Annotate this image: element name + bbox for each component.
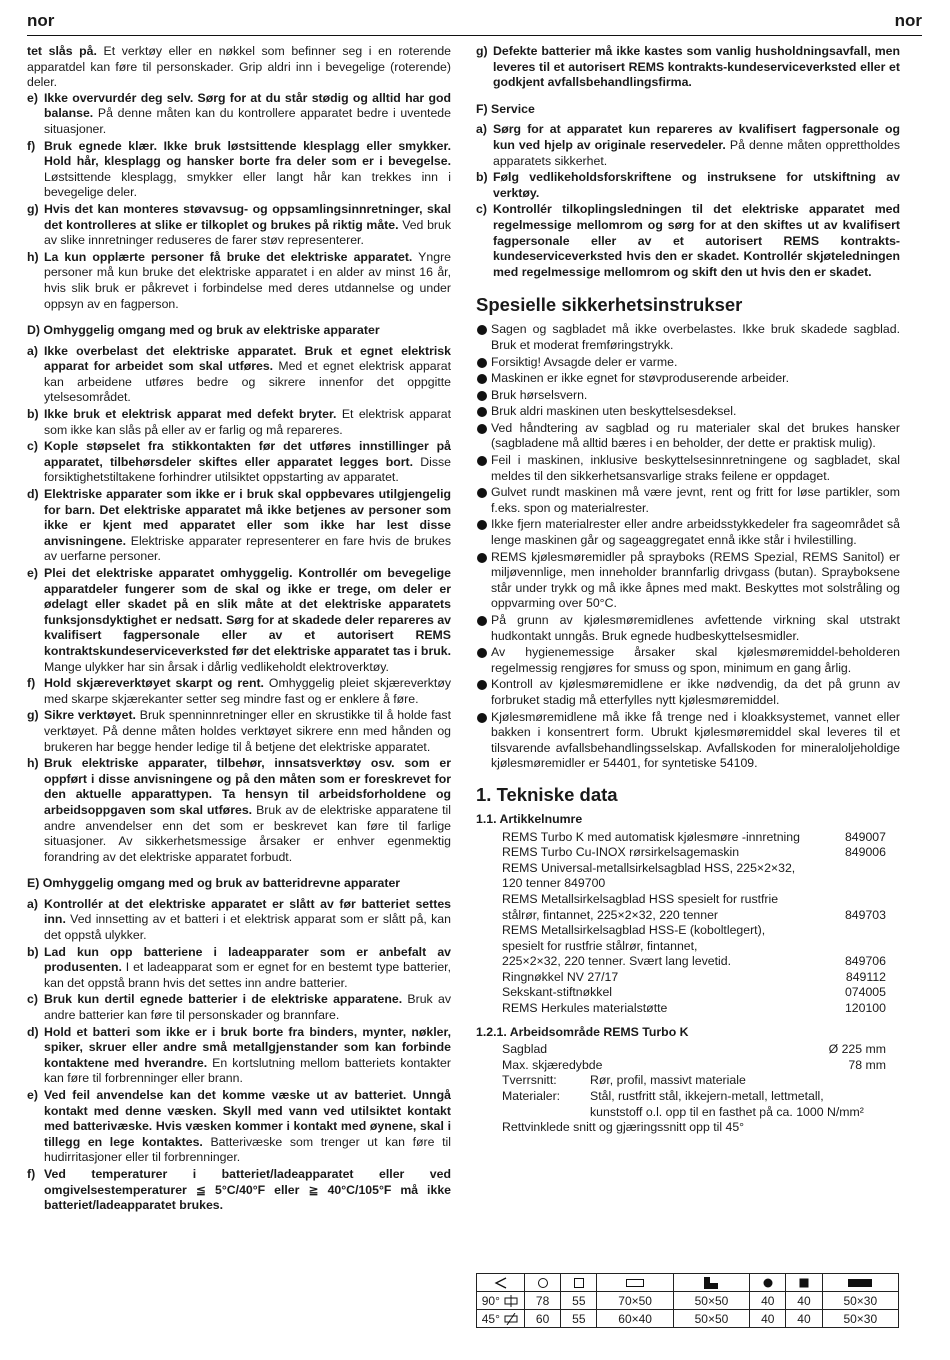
- table-row-90: [477, 1292, 899, 1310]
- item-label: c): [476, 202, 487, 217]
- item-text: [44, 439, 451, 486]
- table-header-row: [477, 1274, 899, 1292]
- item-bold-text: Ved temperaturer i batteriet/ladeapparatet eller ved omgivelsestemperaturer ≦ 5°C/40°F eller ≧ 40°C/105°F må ikke batteriet/ladeapparatet brukes.: [44, 1166, 451, 1213]
- item-text: [44, 91, 451, 138]
- item-body-text: Mange ulykker har sin årsak i dårlig vedlikeholdt elektroverktøy.: [44, 659, 389, 674]
- table-cell: 40: [786, 1292, 822, 1310]
- article-row: [502, 954, 886, 970]
- item-bold-text: Kontrollér tilkoplingsledningen til det elektriske apparatet med regelmessige mellomrom og sørg for at den skiftes ut av kvalifisert fagpersonale eller av et autorisert REMS kontrakts-kundeserviceverksted hvis den er skadet. Kontrollér skjøteledningen med regelmessige mellomrom og skift den ut hvis den er skadet.: [493, 202, 900, 279]
- list-item: [27, 708, 451, 755]
- intro-bold-text: tet slås på.: [27, 44, 97, 58]
- article-name: REMS Herkules materialstøtte: [502, 1001, 668, 1016]
- spec-row: [502, 1105, 886, 1121]
- article-number: 849706: [844, 954, 886, 969]
- item-label: c): [27, 439, 38, 454]
- item-bold-text: Ikke overvurdér deg selv. Sørg for at du står stødig og alltid har god balanse.: [44, 90, 451, 121]
- angle-icon: [477, 1274, 525, 1292]
- list-item: [27, 756, 451, 865]
- item-text: [44, 945, 451, 992]
- article-number: 849703: [844, 907, 886, 922]
- item-label: b): [27, 944, 39, 959]
- angle-90-cell: [477, 1292, 525, 1310]
- list-item: [27, 945, 451, 992]
- item-bold-text: Bruk egnede klær. Ikke bruk løstsittende klesplagg eller smykker. Hold hår, klesplagg og hansker borte fra deler som er i bevegelse.: [44, 138, 451, 169]
- item-bold-text: Elektriske apparater som ikke er i bruk skal oppbevares utilgjengelig for barn. Det elektriske apparatet må ikke betjenes av personer som ikke er kjent med apparatet eller som ikke har lest disse anvisningene.: [44, 487, 451, 548]
- bullet-text: Av hygienemessige årsaker skal kjølesmøremiddel-beholderen regelmessig rengjøres for smuss og spon, minimum en gang årlig.: [491, 645, 900, 675]
- spec-row: [502, 1089, 886, 1105]
- table-cell: 40: [750, 1292, 786, 1310]
- bullet-text: Gulvet rundt maskinen må være jevnt, rent og fritt for løse partikler, som f.eks. spon og materialrester.: [491, 485, 900, 515]
- item-label: a): [27, 896, 38, 911]
- item-text: [44, 897, 451, 944]
- list-item: [27, 992, 451, 1023]
- list-item: [476, 202, 900, 280]
- item-body-text: Løstsittende klesplagg, smykker eller langt hår kan trekkes inn i bevegelige deler.: [44, 169, 451, 200]
- table-cell: 55: [561, 1310, 597, 1328]
- item-body-text: Bruk av de elektriske apparatene til andre anvendelser enn det som er beskrevet kan føre til farlige situasjoner. Av sikkerhetsmessige årsaker er enhver egenmektig forandring av det elektriske apparatet forbudt.: [44, 802, 451, 864]
- article-name: REMS Turbo Cu-INOX rørsirkelsagemaskin: [502, 845, 740, 860]
- intro-body-text: Et verktøy eller en nøkkel som befinner seg i en roterende apparatdel kan føre til personskader. Grip aldri inn i bevegelige (roterende) deler.: [27, 44, 452, 90]
- bullet-text: Sagen og sagbladet må ikke overbelastes. Ikke bruk skadede sagblad. Bruk et moderat fremføringstrykk.: [491, 322, 900, 352]
- item-body-text: Med et egnet elektrisk apparat kan arbeidene utføres bedre og sikrere innenfor det oppgitte ytelsesområdet.: [44, 359, 452, 405]
- item-label: e): [27, 1088, 38, 1102]
- item-body-text: Bruk av andre batterier kan føre til personskader og brannfare.: [44, 992, 451, 1023]
- list-item: [476, 170, 900, 201]
- bullet-item: [476, 322, 900, 353]
- item-text: [44, 344, 451, 406]
- page-header: [27, 8, 922, 36]
- spec-key: Tverrsnitt:: [502, 1073, 557, 1088]
- item-bold-text: Kontrollér at det elektriske apparatet er slått av før batteriet settes inn.: [44, 896, 451, 927]
- item-label: a): [476, 122, 487, 137]
- item-text: [44, 139, 451, 201]
- bullet-icon: [476, 613, 491, 644]
- bullet-text: REMS kjølesmøremidler på sprayboks (REMS Spezial, REMS Sanitol) er miljøvennlige, men inneholder brannfarlig drivgass (butan). Sprayboksene står under trykk og må ikke åpnes med makt. Beskyttes mot solstråling og oppvarming over 50°C.: [491, 549, 900, 611]
- item-text: [44, 250, 451, 312]
- angle-90-label: 90°: [481, 1293, 500, 1308]
- bullet-icon: [476, 677, 491, 708]
- bullet-text: Ved håndtering av sagblad og ru materialer skal det brukes hansker (sagbladene må alltid bæres i en beholder, der dette er praktisk mulig).: [491, 420, 900, 451]
- item-body-text: I et ladeapparat som er egnet for en bestemt type batterier, kan det oppstå brann hvis det settes inn andre batterier.: [44, 960, 451, 990]
- special-safety-title: Spesielle sikkerhetsinstrukser: [476, 294, 743, 316]
- list-item: [27, 407, 451, 438]
- bullet-icon: [476, 485, 491, 516]
- item-body-text: Yngre personer må kun bruke det elektriske apparatet i en alder av minst 16 år, hvis slik bruk er påkrevet i forbindelse med deres utdannelse og under oppsyn av en fagperson.: [44, 249, 451, 311]
- item-text: [44, 487, 451, 565]
- intro-paragraph: [27, 44, 451, 91]
- spec-row: [502, 1073, 886, 1089]
- item-body-text: Disse forsiktighetstiltakene forhindrer utilsiktet oppstarting av apparatet.: [44, 454, 451, 485]
- item-text: [44, 992, 451, 1023]
- spec-key: Sagblad: [502, 1042, 548, 1057]
- list-item: [476, 122, 900, 169]
- item-label: f): [27, 676, 36, 691]
- header-lang-right: nor: [894, 11, 922, 30]
- table-cell: 60×40: [597, 1310, 673, 1328]
- round-tube-icon: [525, 1274, 561, 1292]
- item-label: e): [27, 90, 38, 105]
- bullet-item: [476, 710, 900, 772]
- bullet-text: Bruk aldri maskinen uten beskyttelsesdeksel.: [491, 404, 737, 419]
- section-heading-d: D) Omhyggelig omgang med og bruk av elektriske apparater: [27, 323, 380, 338]
- work-range-specs: [476, 1042, 900, 1136]
- article-row: [502, 876, 886, 892]
- item-bold-text: Hold et batteri som ikke er i bruk borte fra binders, mynter, nøkler, spiker, skruer eller andre små metallgjenstander som kan forbinde kontaktene med hverandre.: [44, 1024, 451, 1070]
- item-label: h): [27, 249, 39, 264]
- solid-square-icon: [786, 1274, 822, 1292]
- spec-row: [502, 1042, 886, 1058]
- article-numbers-title: 1.1. Artikkelnumre: [476, 811, 583, 826]
- article-name: Ringnøkkel NV 27/17: [502, 969, 619, 984]
- item-text: [44, 1167, 451, 1214]
- angle-note: Rettvinklede snitt og gjæringssnitt opp til 45°: [502, 1120, 745, 1135]
- article-row: [502, 861, 886, 877]
- item-bold-text: Ved feil anvendelse kan det komme væske ut av batteriet. Unngå kontakt med denne væsken. Skyll med vann ved utilsiktet kontakt med batterivæske. Hvis væsken kommer i kontakt med øynene, skal i tillegg en lege kontaktes.: [44, 1088, 451, 1149]
- item-label: f): [27, 138, 36, 153]
- spec-value: Stål, rustfritt stål, ikkejern-metall, lettmetall,: [590, 1089, 824, 1104]
- list-item: [27, 139, 451, 201]
- item-body-text: Ved innsetting av et batteri i et elektrisk apparat som er slått på, kan det oppstå ulykker.: [44, 912, 451, 943]
- item-body-text: Omhyggelig pleiet skjæreverktøy med skarpe skjærekanter setter seg mindre fast og er enklere å føre.: [44, 676, 452, 706]
- article-name: REMS Universal-metallsirkelsagblad HSS, 225×2×32,: [502, 860, 796, 875]
- item-body-text: På denne måten opprettholdes apparatets sikkerhet.: [493, 137, 900, 168]
- solid-flat-icon: [822, 1274, 898, 1292]
- item-text: [44, 1025, 451, 1087]
- item-bold-text: Kople støpselet fra stikkontakten før det utføres innstillinger på apparatet, tilbehørsdeler skiftes eller apparatet legges bort.: [44, 439, 451, 469]
- bullet-icon: [476, 645, 491, 676]
- bullet-item: [476, 371, 900, 387]
- section-heading-e: E) Omhyggelig omgang med og bruk av batteridrevne apparater: [27, 876, 401, 891]
- bullet-item: [476, 517, 900, 548]
- bullet-icon: [476, 710, 491, 772]
- table-cell: 40: [786, 1310, 822, 1328]
- work-range-title: 1.2.1. Arbeidsområde REMS Turbo K: [476, 1024, 689, 1039]
- item-label: g): [476, 44, 488, 58]
- square-tube-icon: [561, 1274, 597, 1292]
- item-text: [493, 170, 900, 201]
- bullet-item: [476, 613, 900, 644]
- bullet-item: [476, 645, 900, 676]
- bullet-icon: [476, 550, 491, 612]
- spec-key: Materialer:: [502, 1089, 561, 1104]
- bullet-icon: [476, 355, 491, 371]
- table-cell: 50×30: [822, 1292, 898, 1310]
- table-cell: 70×50: [597, 1292, 673, 1310]
- list-item: [27, 1025, 451, 1087]
- item-text: [493, 122, 900, 169]
- article-row: [502, 908, 886, 924]
- bullet-icon: [476, 388, 491, 404]
- item-text: [44, 202, 451, 249]
- article-name: spesielt for rustfrie stålrør, fintannet,: [502, 938, 698, 953]
- item-body-text: En kortslutning mellom batteriets kontakter kan føre til forbrenninger eller brann.: [44, 1055, 451, 1086]
- article-row: [502, 1001, 886, 1017]
- article-number: 849007: [844, 829, 886, 844]
- article-row: [502, 845, 886, 861]
- spec-value: 78 mm: [848, 1057, 886, 1072]
- bullet-text: Feil i maskinen, inklusive beskyttelsesinnretningene og sagbladet, skal meldes til den sikkerhetsansvarlige straks feilene er oppdaget.: [491, 453, 900, 483]
- item-body-text: Batterivæske som trenger ut kan føre til hudirritasjoner eller til forbrenninger.: [44, 1134, 451, 1165]
- list-item: [476, 44, 900, 91]
- article-list: [476, 830, 900, 1017]
- list-item: [27, 202, 451, 249]
- article-row: [502, 970, 886, 986]
- table-cell: 50×50: [673, 1310, 749, 1328]
- table-cell: 60: [525, 1310, 561, 1328]
- item-bold-text: Bruk kun dertil egnede batterier i de elektriske apparatene.: [44, 992, 403, 1007]
- bullet-text: På grunn av kjølesmøremidlenes avfettende virkning skal utstrakt hudkontakt unngås. Bruk egnede hudbeskyttelsesmidler.: [491, 613, 900, 643]
- bullet-text: Maskinen er ikke egnet for støvproduserende arbeider.: [491, 371, 790, 386]
- table-cell: 78: [525, 1292, 561, 1310]
- article-name: 120 tenner 849700: [502, 876, 606, 891]
- list-item: [27, 91, 451, 138]
- item-text: [44, 756, 451, 865]
- item-label: a): [27, 343, 38, 358]
- article-name: REMS Turbo K med automatisk kjølesmøre -innretning: [502, 829, 800, 844]
- item-text: [493, 44, 900, 91]
- item-body-text: Elektriske apparater representerer en fare hvis de brukes av uerfarne personer.: [44, 533, 451, 564]
- left-column: [27, 44, 451, 1215]
- table-cell: 50×30: [822, 1310, 898, 1328]
- item-body-text: På denne måten kan du kontrollere apparatet bedre i uventede situasjoner.: [44, 106, 451, 136]
- item-text: [44, 708, 451, 755]
- bullet-item: [476, 421, 900, 452]
- item-bold-text: Ikke bruk et elektrisk apparat med defekt bryter.: [44, 407, 337, 422]
- bullet-item: [476, 485, 900, 516]
- item-text: [44, 676, 451, 707]
- list-item: [27, 1167, 451, 1214]
- item-bold-text: Ikke overbelast det elektriske apparatet. Bruk et egnet elektrisk apparat for arbeidet som skal utføres.: [44, 343, 451, 374]
- bullet-item: [476, 550, 900, 612]
- list-item: [27, 1088, 451, 1166]
- item-body-text: Et elektrisk apparat som ikke kan slås på eller av er farlig og må repareres.: [44, 407, 451, 437]
- article-name: Sekskant-stiftnøkkel: [502, 985, 613, 1000]
- article-name: REMS Metallsirkelsagblad HSS spesielt for rustfrie: [502, 891, 779, 906]
- table-row-45: [477, 1310, 899, 1328]
- section-heading-f: F) Service: [476, 101, 535, 116]
- item-label: g): [27, 708, 39, 723]
- bullet-icon: [476, 322, 491, 353]
- article-number: 849006: [844, 845, 886, 860]
- article-number: 120100: [844, 1001, 886, 1016]
- article-name: stålrør, fintannet, 225×2×32, 220 tenner: [502, 907, 719, 922]
- item-label: g): [27, 201, 39, 216]
- item-bold-text: Sikre verktøyet.: [44, 708, 136, 723]
- item-bold-text: Hvis det kan monteres støvavsug- og oppsamlingsinnretninger, skal det kontrolleres at slike er tilkoplet og brukes på riktig måte.: [44, 201, 451, 232]
- article-row: [502, 985, 886, 1001]
- list-item: [27, 566, 451, 675]
- item-body-text: Ved bruk av slike innretninger reduseres de farer støv representerer.: [44, 217, 451, 248]
- technical-data-title: 1. Tekniske data: [476, 783, 618, 805]
- item-bold-text: Hold skjæreverktøyet skarpt og rent.: [44, 676, 264, 691]
- bullet-icon: [476, 517, 491, 548]
- item-bold-text: Plei det elektriske apparatet omhyggelig. Kontrollér om bevegelige apparatdeler fungerer som de skal og ikke er trege, om deler er ødelagt eller skadet på en slik måte at det elektriske apparatets funksjonsdyktighet er nedsatt. Sørg for at skadede deler repareres av kvalifisert fagpersonale eller av et autorisert REMS kontraktskundeserviceverksted før det elektriske apparatet tas i bruk.: [44, 566, 451, 658]
- bullet-item: [476, 677, 900, 708]
- article-number: 849112: [845, 969, 886, 984]
- bullet-item: [476, 355, 900, 371]
- list-item: [27, 250, 451, 312]
- bullet-text: Kontroll av kjølesmøremidlene er ikke nødvendig, da det på grunn av forbruket stadig må etterfylles nytt kjølesmøremiddel.: [491, 677, 900, 707]
- table-cell: 50×50: [673, 1292, 749, 1310]
- article-name: REMS Metallsirkelsagblad HSS-E (koboltlegert),: [502, 923, 766, 938]
- list-item: [27, 897, 451, 944]
- list-item: [27, 439, 451, 486]
- item-bold-text: Defekte batterier må ikke kastes som vanlig husholdningsavfall, men leveres til et autorisert REMS kontrakts-kundeserviceverksted eller et godkjent avfallsbehandlingsfirma.: [493, 44, 900, 90]
- item-text: [44, 1088, 451, 1166]
- item-label: d): [27, 487, 39, 502]
- item-bold-text: Bruk elektriske apparater, tilbehør, innsatsverktøy osv. som er oppført i disse anvisningene og på den måten som er foreskrevet for den aktuelle apparattypen. Ta hensyn til arbeidsforholdene og arbeidsoppgaven som skal utføres.: [44, 756, 451, 817]
- bullet-icon: [476, 404, 491, 420]
- angle-45-label: 45°: [481, 1311, 500, 1326]
- bullet-icon: [476, 421, 491, 452]
- list-item: [27, 344, 451, 406]
- solid-round-icon: [750, 1274, 786, 1292]
- list-item: [27, 676, 451, 707]
- list-item: [27, 487, 451, 565]
- item-label: d): [27, 1024, 39, 1039]
- angle-profile-icon: [673, 1274, 749, 1292]
- bullet-text: Forsiktig! Avsagde deler er varme.: [491, 354, 678, 369]
- article-row: [502, 939, 886, 955]
- article-row: [502, 830, 886, 846]
- table-cell: 55: [561, 1292, 597, 1310]
- bullet-icon: [476, 453, 491, 484]
- item-body-text: Bruk spenninnretninger eller en skrustikke til å holde fast verktøyet. På denne måten holdes verktøyet sikrere enn med hånden og brukeren har begge hender ledige til å betjene det elektriske apparatet.: [44, 708, 451, 754]
- spec-row: [502, 1058, 886, 1074]
- rect-tube-icon: [597, 1274, 673, 1292]
- item-label: b): [27, 407, 39, 422]
- article-name: 225×2×32, 220 tenner. Svært lang levetid.: [502, 954, 732, 969]
- item-label: c): [27, 992, 38, 1007]
- item-text: [44, 407, 451, 438]
- article-row: [502, 923, 886, 939]
- spec-key: Max. skjæredybde: [502, 1057, 603, 1072]
- item-bold-text: Følg vedlikeholdsforskriftene og instruksene for utskiftning av verktøy.: [493, 170, 900, 200]
- bullet-text: Kjølesmøremidlene må ikke få trenge ned i kloakksystemet, vannet eller bakken i konsentrert form. Ubrukt kjølesmøremiddel skal leveres til et tilsvarende avfallsbehandlingsselskap. Avfallskoden for mineraloljeholdige kjølesmøremidler er 54401, for syntetiske 54109.: [491, 709, 900, 771]
- bullet-icon: [476, 371, 491, 387]
- spec-value: Rør, profil, massivt materiale: [590, 1073, 746, 1088]
- article-row: [502, 892, 886, 908]
- spec-key-empty: [502, 1105, 590, 1121]
- header-lang-left: nor: [27, 11, 55, 30]
- bullet-text: Ikke fjern materialrester eller andre arbeidsstykkedeler fra sageområdet så lenge maskinen går og sageaggregatet ennå ikke står i hvilestilling.: [491, 517, 900, 548]
- bullet-text: Bruk hørselsvern.: [491, 387, 588, 402]
- bullet-item: [476, 453, 900, 484]
- spec-value: Ø 225 mm: [828, 1042, 886, 1057]
- item-bold-text: Lad kun opp batteriene i ladeapparater som er anbefalt av produsenten.: [44, 944, 451, 975]
- item-text: [44, 566, 451, 675]
- table-cell: 40: [750, 1310, 786, 1328]
- item-label: f): [27, 1166, 36, 1181]
- right-column: [476, 44, 900, 1136]
- bullet-item: [476, 388, 900, 404]
- cutting-capacity-table: [476, 1273, 899, 1328]
- spec-value: kunststoff o.l. opp til en fasthet på ca. 1000 N/mm²: [590, 1104, 864, 1119]
- angle-45-cell: [477, 1310, 525, 1328]
- item-bold-text: Sørg for at apparatet kun repareres av kvalifisert fagpersonale og kun ved hjelp av originale reservedeler.: [493, 122, 900, 152]
- item-bold-text: La kun opplærte personer få bruke det elektriske apparatet.: [44, 249, 413, 264]
- bullet-item: [476, 404, 900, 420]
- article-number: 074005: [844, 985, 886, 1000]
- item-text: [493, 202, 900, 280]
- item-label: b): [476, 170, 488, 185]
- item-label: e): [27, 566, 38, 580]
- item-label: h): [27, 756, 39, 771]
